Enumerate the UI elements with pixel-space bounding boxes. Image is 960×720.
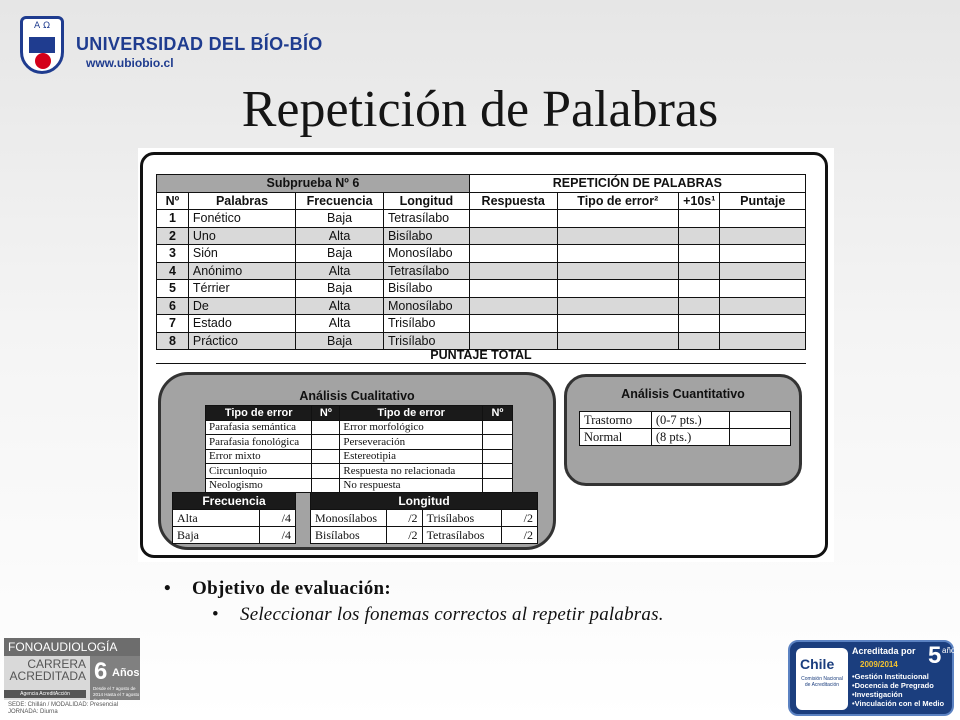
word: Sión (188, 245, 295, 263)
error-type: Perseveración (340, 435, 482, 450)
word-length: Trisílabo (383, 332, 469, 350)
area-item: • Investigación (852, 690, 944, 699)
cna-logo-text: Chile (800, 656, 835, 672)
score-cell (720, 280, 806, 298)
error-type: Estereotipia (340, 449, 482, 464)
column-header: Tipo de error² (557, 192, 679, 210)
carrera-text: CARRERA (27, 657, 86, 671)
area-item: • Gestión Institucional (852, 672, 944, 681)
word-length: Tetrasílabo (383, 210, 469, 228)
years-number: 5 (928, 642, 942, 669)
category: Normal (580, 429, 652, 446)
length-label: Trisílabos (422, 510, 502, 527)
frequency-table (172, 492, 296, 544)
column-header: Longitud (383, 192, 469, 210)
shield-text: A Ω (34, 21, 50, 31)
category: Trastorno (580, 412, 652, 429)
time-cell (679, 262, 720, 280)
subtest-label: Subprueba Nº 6 (157, 175, 470, 193)
count-cell (312, 449, 340, 464)
test-sheet-image (138, 148, 834, 562)
column-header: +10s¹ (679, 192, 720, 210)
time-cell (679, 245, 720, 263)
score-cell (720, 245, 806, 263)
score-cell (720, 210, 806, 228)
table-row (173, 510, 296, 527)
error-type: Parafasia fonológica (206, 435, 312, 450)
column-header: Tipo de error (206, 406, 312, 421)
accredited-label (4, 658, 86, 682)
length-score: /2 (502, 510, 538, 527)
score-range: (0-7 pts.) (651, 412, 729, 429)
column-header: Respuesta (469, 192, 557, 210)
error-type-cell (557, 262, 679, 280)
error-type: Neologismo (206, 478, 312, 493)
word-length: Monosílabo (383, 245, 469, 263)
column-header: Palabras (188, 192, 295, 210)
response-cell (469, 280, 557, 298)
length-title: Longitud (311, 493, 538, 510)
word-frequency: Baja (296, 245, 384, 263)
word-number: 5 (157, 280, 189, 298)
years-box (90, 656, 140, 703)
count-cell (482, 449, 512, 464)
error-type-cell (557, 227, 679, 245)
star-icon (35, 53, 51, 69)
program-name: FONOAUDIOLOGÍA (4, 638, 140, 656)
count-cell (312, 478, 340, 493)
score-cell (720, 227, 806, 245)
word-frequency: Baja (296, 280, 384, 298)
accreditation-dates: Desde el 7 agosto de 2014 Hasta el 7 agosto de 2020 (93, 686, 140, 703)
word-frequency: Alta (296, 315, 384, 333)
table-row (173, 527, 296, 544)
word: Anónimo (188, 262, 295, 280)
slide-title: Repetición de Palabras (241, 81, 719, 138)
word-frequency: Alta (296, 262, 384, 280)
table-row (157, 297, 806, 315)
program-accreditation-badge (4, 638, 140, 720)
error-type: Error mixto (206, 449, 312, 464)
time-cell (679, 280, 720, 298)
length-label: Bisílabos (311, 527, 387, 544)
column-header: Nº (482, 406, 512, 421)
score-cell (720, 315, 806, 333)
quantitative-analysis-title: Análisis Cuantitativo (621, 387, 745, 401)
column-header: Nº (157, 192, 189, 210)
column-header: Nº (312, 406, 340, 421)
word: Térrier (188, 280, 295, 298)
error-type-cell (557, 210, 679, 228)
frequency-label: Baja (173, 527, 260, 544)
length-score: /2 (386, 510, 422, 527)
word-frequency: Alta (296, 297, 384, 315)
section-label: REPETICIÓN DE PALABRAS (469, 175, 805, 193)
column-header: Frecuencia (296, 192, 384, 210)
time-cell (679, 315, 720, 333)
qualitative-analysis-title: Análisis Cualitativo (299, 389, 415, 403)
bullet-icon: • (212, 604, 219, 625)
table-row (206, 420, 513, 435)
bullet-icon: • (164, 578, 171, 599)
word-number: 2 (157, 227, 189, 245)
accreditation-period: 2009/2014 (860, 660, 898, 669)
table-row (206, 464, 513, 479)
score-cell (720, 297, 806, 315)
word-number: 8 (157, 332, 189, 350)
frequency-score: /4 (260, 527, 296, 544)
length-label: Tetrasílabos (422, 527, 502, 544)
error-type: No respuesta (340, 478, 482, 493)
word: Práctico (188, 332, 295, 350)
accredited-heading: Acreditada por (852, 646, 916, 656)
response-cell (469, 262, 557, 280)
university-shield-icon (20, 16, 64, 74)
bullet-list (160, 578, 880, 626)
error-type: Circunloquio (206, 464, 312, 479)
table-row (157, 280, 806, 298)
error-type-cell (557, 315, 679, 333)
word-length: Bisílabo (383, 280, 469, 298)
mark-cell (729, 412, 790, 429)
table-row (311, 510, 538, 527)
count-cell (482, 464, 512, 479)
institutional-accreditation-badge (788, 640, 960, 716)
total-score-label: PUNTAJE TOTAL (156, 346, 806, 364)
word-length: Tetrasílabo (383, 262, 469, 280)
time-cell (679, 227, 720, 245)
column-header: Tipo de error (340, 406, 482, 421)
word-number: 4 (157, 262, 189, 280)
table-row (157, 245, 806, 263)
word: De (188, 297, 295, 315)
university-name: UNIVERSIDAD DEL BÍO-BÍO (76, 34, 323, 54)
word: Fonético (188, 210, 295, 228)
word-length: Bisílabo (383, 227, 469, 245)
length-label: Monosílabos (311, 510, 387, 527)
table-row (157, 262, 806, 280)
table-row (157, 315, 806, 333)
cna-logo (796, 648, 848, 710)
cna-name: Comisión Nacional de Acreditación (801, 676, 843, 688)
years-word: años (942, 646, 960, 655)
years-word: Años (112, 667, 140, 679)
response-cell (469, 210, 557, 228)
error-type: Parafasia semántica (206, 420, 312, 435)
mark-cell (729, 429, 790, 446)
score-cell (720, 262, 806, 280)
table-row (206, 435, 513, 450)
count-cell (312, 435, 340, 450)
sede-text: SEDE: Chillán / MODALIDAD: Presencial (8, 702, 119, 708)
error-type-cell (557, 280, 679, 298)
error-type-cell (557, 245, 679, 263)
table-row (157, 227, 806, 245)
agency-label: Agencia AcreditAcción (4, 690, 86, 698)
word-length: Trisílabo (383, 315, 469, 333)
word-length: Monosílabo (383, 297, 469, 315)
word-frequency: Baja (296, 332, 384, 350)
accreditation-areas (852, 672, 944, 708)
jornada-text: JORNADA: Diurna (8, 709, 58, 715)
count-cell (312, 464, 340, 479)
score-range: (8 pts.) (651, 429, 729, 446)
quantitative-table (579, 411, 791, 446)
table-row (206, 449, 513, 464)
response-cell (469, 227, 557, 245)
frequency-title: Frecuencia (173, 493, 296, 510)
table-header-row (157, 192, 806, 210)
area-item: • Docencia de Pregrado (852, 681, 944, 690)
bullet-level2 (160, 604, 880, 626)
frequency-score: /4 (260, 510, 296, 527)
count-cell (312, 420, 340, 435)
frequency-label: Alta (173, 510, 260, 527)
bullet-text: Seleccionar los fonemas correctos al repetir palabras. (240, 604, 664, 625)
count-cell (482, 435, 512, 450)
length-table (310, 492, 538, 544)
length-score: /2 (502, 527, 538, 544)
word-number: 7 (157, 315, 189, 333)
acreditada-text: ACREDITADA (9, 669, 86, 683)
count-cell (482, 420, 512, 435)
word: Estado (188, 315, 295, 333)
word: Uno (188, 227, 295, 245)
quantitative-analysis-panel (564, 374, 802, 486)
area-item: • Vinculación con el Medio (852, 699, 944, 708)
words-table (156, 174, 806, 350)
time-cell (679, 297, 720, 315)
length-score: /2 (386, 527, 422, 544)
table-row (311, 527, 538, 544)
response-cell (469, 245, 557, 263)
error-type: Respuesta no relacionada (340, 464, 482, 479)
error-types-table (205, 405, 513, 493)
error-type-cell (557, 297, 679, 315)
bullet-text: Objetivo de evaluación: (192, 578, 391, 599)
bullet-level1 (160, 578, 880, 600)
count-cell (482, 478, 512, 493)
column-header: Puntaje (720, 192, 806, 210)
university-url: www.ubiobio.cl (86, 56, 174, 70)
word-frequency: Baja (296, 210, 384, 228)
years-number: 6 (94, 658, 108, 685)
response-cell (469, 297, 557, 315)
table-row (157, 210, 806, 228)
word-number: 3 (157, 245, 189, 263)
response-cell (469, 315, 557, 333)
error-type: Error morfológico (340, 420, 482, 435)
word-number: 1 (157, 210, 189, 228)
time-cell (679, 210, 720, 228)
table-row (580, 429, 791, 446)
university-logo (20, 12, 323, 84)
word-number: 6 (157, 297, 189, 315)
table-row (580, 412, 791, 429)
word-frequency: Alta (296, 227, 384, 245)
table-row (206, 478, 513, 493)
